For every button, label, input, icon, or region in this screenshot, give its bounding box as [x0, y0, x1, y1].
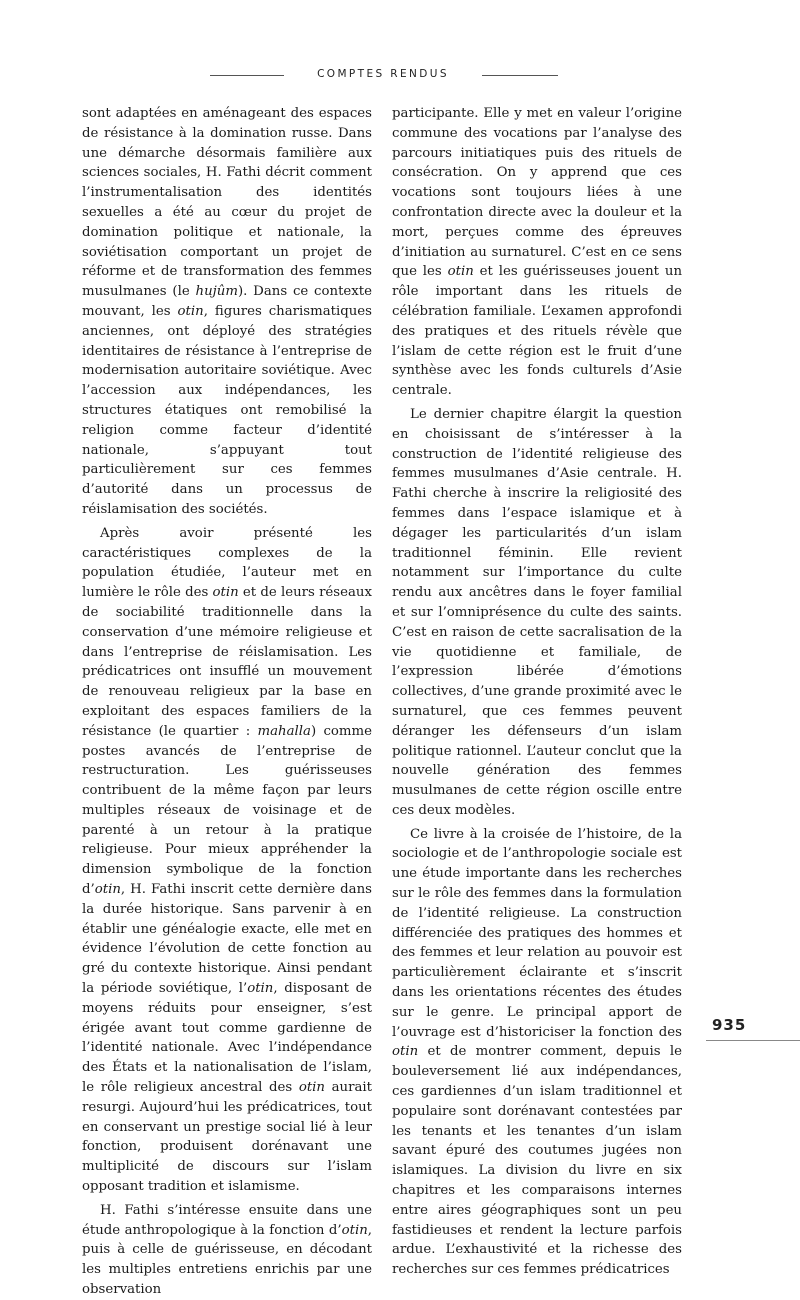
right-column [392, 104, 682, 1280]
text-run: et de montrer comment, depuis le bouleversement lié aux indépendances, ces gardiennes d’un islam traditionnel et populaire sont dorénavant contestées par les tenants et les tenantes d’un islam savant épuré des coutumes jugées non islamiques. La division du livre en six chapitres et les comparaisons internes entre aires géographiques sont un peu fastidieuses et rendent la lecture parfois ardue. L’exhaustivité et la richesse des recherches sur ces femmes prédicatrices [392, 1044, 682, 1278]
section-title: COMPTES RENDUS [317, 68, 449, 80]
text-run: ). Dans ce contexte mouvant, les [82, 284, 372, 319]
italic-term: otin [341, 1222, 368, 1238]
text-run: et les guérisseuses jouent un rôle important dans les rituels de célébration familiale. L’examen approfondi des pratiques et des rituels révèle que l’islam de cette région est le fruit d’une synthèse avec les fonds culturels d’Asie centrale. [392, 264, 683, 399]
text-run: , disposant de moyens réduits pour enseigner, s’est érigée avant tout comme gardienne de l’identité nationale. Avec l’indépendance des États et la nationalisation de l’islam, le rôle religieux ancestral des [82, 981, 373, 1096]
italic-term: otin [94, 882, 121, 898]
text-run: , H. Fathi inscrit cette dernière dans la durée historique. Sans parvenir à en établir une généalogie exacte, elle met en évidence l’évolution de cette fonction au gré du contexte historique. Ainsi pendant la période soviétique, l’ [82, 882, 372, 997]
body-paragraph [82, 524, 372, 1197]
body-paragraph [82, 104, 372, 520]
page-number-rule [706, 1040, 800, 1041]
text-run: aurait resurgi. Aujourd’hui les prédicatrices, tout en conservant un prestige social lié à leur fonction, produisent dorénavant une multiplicité de discours sur l’islam opposant tradition et islamisme. [82, 1080, 372, 1195]
header-rule-right [482, 75, 558, 76]
text-run: H. Fathi s’intéresse ensuite dans une étude anthropologique à la fonction d’ [82, 1202, 372, 1238]
text-run: Ce livre à la croisée de l’histoire, de la sociologie et de l’anthropologie sociale est une étude importante dans les recherches sur le rôle des femmes dans la formulation de l’identité religieuse. La construction différenciée des pratiques des hommes et des femmes et leur relation au pouvoir est particulièrement éclairante et s’inscrit dans les orientations récentes des études sur le genre. Le principal apport de l’ouvrage est d’historiciser la fonction des [392, 826, 682, 1040]
body-paragraph [392, 825, 682, 1280]
body-paragraph [82, 1201, 372, 1300]
text-run: , puis à celle de guérisseuse, en décodant les multiples entretiens enrichis par une observation [82, 1222, 372, 1298]
italic-term: otin [212, 585, 239, 601]
italic-term: otin [392, 1044, 419, 1060]
header-rule-left [210, 75, 284, 76]
text-run: participante. Elle y met en valeur l’origine commune des vocations par l’analyse des parcours initiatiques puis des rituels de consécration. On y apprend que ces vocations sont toujours liées à une confrontation directe avec la douleur et la mort, perçues comme des épreuves d’initiation au surnaturel. C’est en ce sens que les [392, 106, 682, 280]
italic-term: hujûm [195, 284, 238, 300]
page-number: 935 [712, 1016, 747, 1034]
text-run: Le dernier chapitre élargit la question en choisissant de s’intéresser à la construction de l’identité religieuse des femmes musulmanes d’Asie centrale. H. Fathi cherche à inscrire la religiosité des femmes dans l’espace islamique et à dégager les particularités d’un islam traditionnel féminin. Elle revient notamment sur l’importance du culte rendu aux ancêtres dans le foyer familial et sur l’omniprésence du culte des saints. C’est en raison de cette sacralisation de la vie quotidienne et familiale, de l’expression libérée d’émotions collectives, d’une grande proximité avec le surnaturel, que ces femmes peuvent déranger les défenseurs d’un islam politique rationnel. L’auteur conclut que la nouvelle génération des femmes musulmanes de cette région oscille entre ces deux modèles. [392, 406, 682, 818]
italic-term: otin [447, 264, 474, 280]
italic-term: otin [247, 981, 274, 997]
text-run: , figures charismatiques anciennes, ont déployé des stratégies identitaires de résistance à l’entreprise de modernisation autoritaire soviétique. Avec l’accession aux indépendances, les structures étatiques ont remobilisé la religion comme facteur d’identité nationale, s’appuyant tout particulièrement sur ces femmes d’autorité dans un processus de réislamisation des sociétés. [82, 303, 372, 517]
text-run: ) comme postes avancés de l’entreprise de restructuration. Les guérisseuses contribuent de la même façon par leurs multiples réseaux de voisinage et de parenté à un retour à la pratique religieuse. Pour mieux appréhender la dimension symbolique de la fonction d’ [82, 723, 373, 898]
text-run: sont adaptées en aménageant des espaces de résistance à la domination russe. Dans une démarche désormais familière aux sciences sociales, H. Fathi décrit comment l’instrumentalisation des identités sexuelles a été au cœur du projet de domination politique et nationale, la soviétisation comportant un projet de réforme et de transformation des femmes musulmanes (le [82, 106, 372, 300]
running-header [0, 68, 800, 84]
italic-term: mahalla [257, 723, 311, 739]
body-paragraph [392, 104, 682, 401]
left-column [82, 104, 372, 1300]
italic-term: otin [298, 1080, 325, 1096]
body-paragraph [392, 405, 682, 821]
text-run: et de leurs réseaux de sociabilité traditionnelle dans la conservation d’une mémoire religieuse et dans l’entreprise de réislamisation. Les prédicatrices ont insufflé un mouvement de renouveau religieux par la base en exploitant des espaces familiers de la résistance (le quartier : [82, 585, 372, 739]
text-run: Après avoir présenté les caractéristiques complexes de la population étudiée, l’auteur met en lumière le rôle des [82, 525, 372, 601]
italic-term: otin [177, 303, 204, 319]
